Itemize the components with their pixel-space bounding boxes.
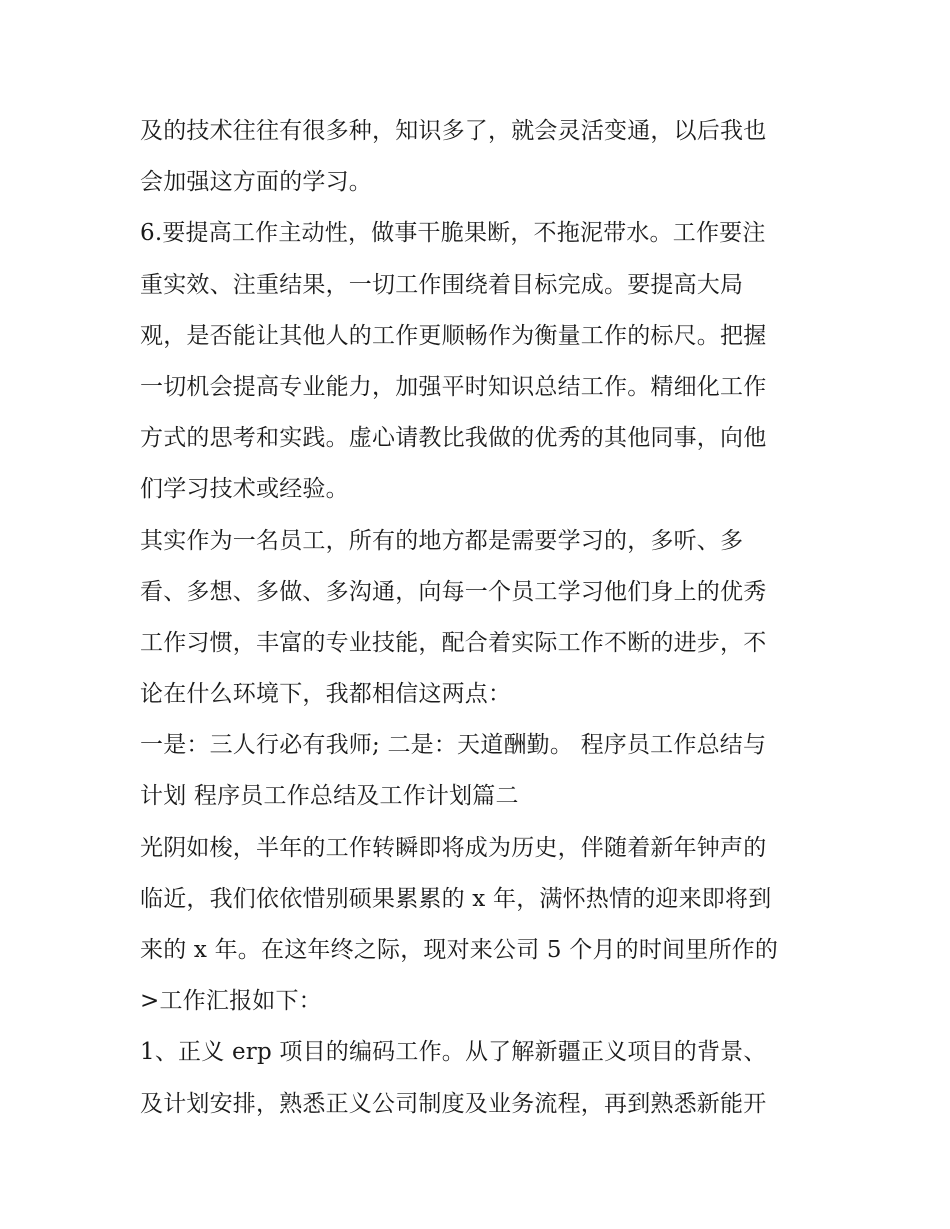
- text-line-7: 方式的思考和实践。虚心请教比我做的优秀的其他同事，向他: [140, 425, 767, 452]
- text-line-13: 一是：三人行必有我师; 二是：天道酬勤。 程序员工作总结与: [140, 732, 767, 759]
- text-line-16: 临近，我们依依惜别硕果累累的 x 年，满怀热情的迎来即将到: [140, 885, 772, 912]
- text-line-8: 们学习技术或经验。: [140, 476, 349, 503]
- text-line-12: 论在什么环境下，我都相信这两点：: [140, 681, 512, 708]
- text-line-15: 光阴如梭，半年的工作转瞬即将成为历史，伴随着新年钟声的: [140, 834, 767, 861]
- text-line-19: 1、正义 erp 项目的编码工作。从了解新疆正义项目的背景、: [140, 1039, 767, 1066]
- text-line-1: 及的技术往往有很多种，知识多了，就会灵活变通，以后我也: [140, 118, 767, 144]
- text-line-20: 及计划安排，熟悉正义公司制度及业务流程，再到熟悉新能开: [140, 1090, 767, 1117]
- text-line-11: 工作习惯，丰富的专业技能，配合着实际工作不断的进步，不: [140, 629, 767, 656]
- text-line-17: 来的 x 年。在这年终之际，现对来公司 5 个月的时间里所作的: [140, 937, 779, 963]
- text-line-14: 计划 程序员工作总结及工作计划篇二: [140, 783, 519, 810]
- text-line-4: 重实效、注重结果，一切工作围绕着目标完成。要提高大局: [140, 271, 744, 298]
- text-line-3: 6.要提高工作主动性，做事干脆果断，不拖泥带水。工作要注: [140, 220, 766, 247]
- text-line-2: 会加强这方面的学习。: [140, 169, 372, 196]
- text-line-5: 观，是否能让其他人的工作更顺畅作为衡量工作的标尺。把握: [140, 322, 767, 349]
- text-line-10: 看、多想、多做、多沟通，向每一个员工学习他们身上的优秀: [140, 578, 767, 605]
- document-body: [140, 106, 820, 1130]
- text-line-18: >工作汇报如下：: [140, 988, 322, 1015]
- text-line-9: 其实作为一名员工，所有的地方都是需要学习的，多听、多: [140, 527, 744, 554]
- text-line-6: 一切机会提高专业能力，加强平时知识总结工作。精细化工作: [140, 373, 767, 400]
